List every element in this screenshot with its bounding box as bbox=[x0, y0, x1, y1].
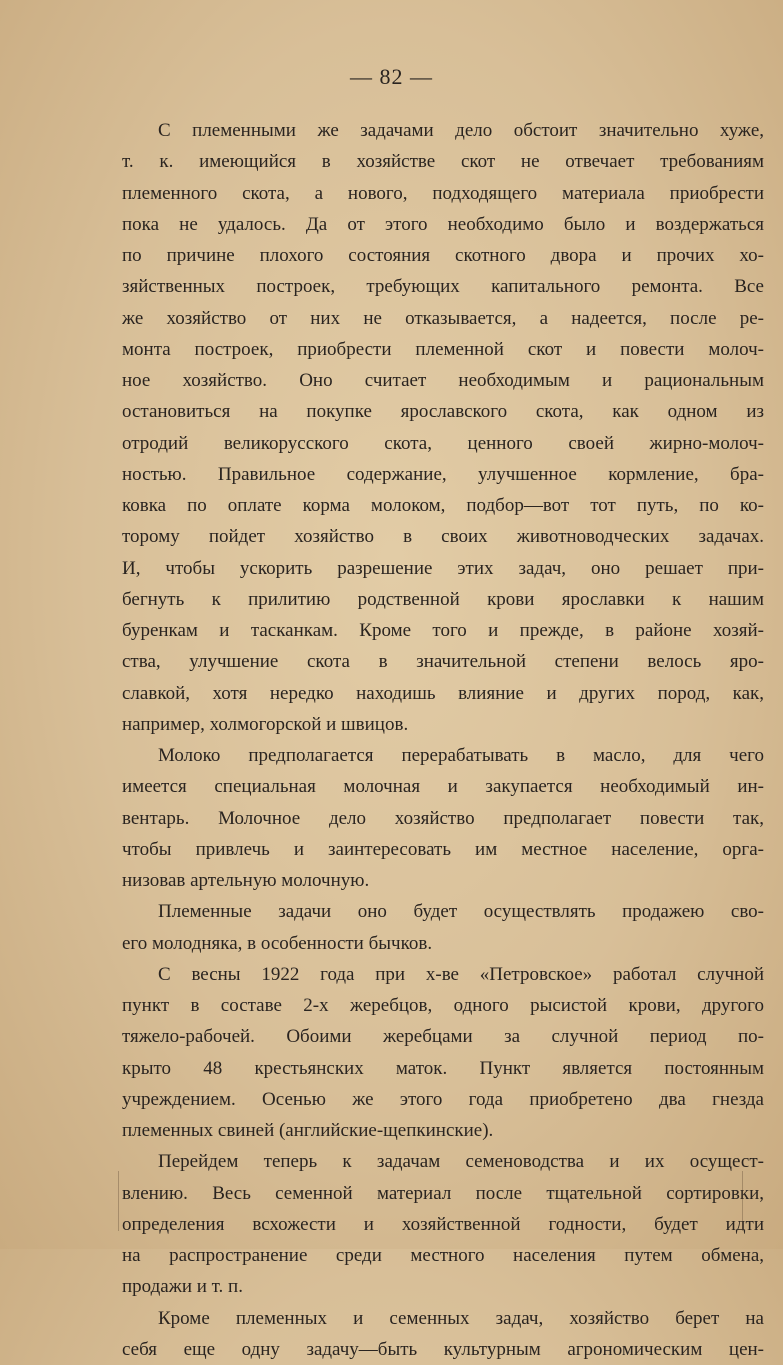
text-line: племенного скота, а нового, подходящего материала приобрести bbox=[122, 182, 764, 204]
text-line: влению. Весь семенной материал после тщательной сортировки, bbox=[122, 1182, 764, 1204]
text-line: торому пойдет хозяйство в своих животноводческих задачах. bbox=[122, 526, 764, 548]
page-edge-mark-right bbox=[742, 1171, 751, 1231]
text-line: пока не удалось. Да от этого необходимо было и воздержаться bbox=[122, 213, 764, 235]
text-line: определения всхожести и хозяйственной годности, будет идти bbox=[122, 1213, 764, 1235]
text-line: славкой, хотя нередко находишь влияние и других пород, как, bbox=[122, 682, 764, 704]
text-line: буренкам и тасканкам. Кроме того и прежде, в районе хозяй- bbox=[122, 620, 764, 641]
text-line: же хозяйство от них не отказывается, а надеется, после ре- bbox=[122, 307, 764, 329]
text-line: пункт в составе 2-х жеребцов, одного рысистой крови, другого bbox=[122, 995, 764, 1016]
page-edge-mark-left bbox=[118, 1171, 127, 1231]
text-line: низовав артельную молочную. bbox=[122, 870, 370, 891]
text-line: племенных свиней (английские-щепкинские). bbox=[122, 1120, 494, 1141]
text-line: зяйственных построек, требующих капитального ремонта. Все bbox=[122, 276, 764, 298]
text-line: бегнуть к прилитию родственной крови ярославки к нашим bbox=[122, 588, 764, 610]
text-line: Перейдем теперь к задачам семеноводства и их осущест- bbox=[158, 1151, 764, 1173]
text-line: монта построек, приобрести племенной скот и повести молоч- bbox=[122, 338, 764, 360]
text-line: его молодняка, в особенности бычков. bbox=[122, 932, 433, 954]
text-line: остановиться на покупке ярославского скота, как одном из bbox=[122, 401, 764, 423]
text-line: имеется специальная молочная и закупается необходимый ин- bbox=[122, 776, 764, 798]
text-line: вентарь. Молочное дело хозяйство предполагает повести так, bbox=[122, 807, 764, 829]
text-line: например, холмогорской и швицов. bbox=[122, 713, 409, 735]
text-line: И, чтобы ускорить разрешение этих задач, оно решает при- bbox=[122, 557, 764, 579]
text-line: крыто 48 крестьянских маток. Пункт является постоянным bbox=[122, 1057, 764, 1079]
text-line: С племенными же задачами дело обстоит значительно хуже, bbox=[158, 120, 764, 141]
text-line: С весны 1922 года при х-ве «Петровское» работал случной bbox=[158, 963, 764, 985]
body-text bbox=[122, 115, 764, 1365]
text-line: продажи и т. п. bbox=[122, 1276, 243, 1298]
text-line: ное хозяйство. Оно считает необходимым и рациональным bbox=[122, 370, 764, 391]
text-line: ковка по оплате корма молоком, подбор—вот тот путь, по ко- bbox=[122, 495, 764, 516]
text-line: т. к. имеющийся в хозяйстве скот не отвечает требованиям bbox=[122, 151, 764, 173]
text-line: Молоко предполагается перерабатывать в масло, для чего bbox=[158, 745, 764, 766]
text-line: Племенные задачи оно будет осуществлять продажею сво- bbox=[158, 901, 764, 923]
text-line: учреждением. Осенью же этого года приобретено два гнезда bbox=[122, 1088, 764, 1110]
text-line: отродий великорусского скота, ценного своей жирно-молоч- bbox=[122, 432, 764, 454]
page-number: — 82 — bbox=[350, 64, 433, 89]
text-line: по причине плохого состояния скотного двора и прочих хо- bbox=[122, 245, 764, 266]
text-line: Кроме племенных и семенных задач, хозяйство берет на bbox=[158, 1307, 764, 1329]
text-line: ностью. Правильное содержание, улучшенное кормление, бра- bbox=[122, 463, 764, 485]
text-line: чтобы привлечь и заинтересовать им местное население, орга- bbox=[122, 838, 764, 860]
text-line: тяжело-рабочей. Обоими жеребцами за случной период по- bbox=[122, 1026, 764, 1048]
text-line: на распространение среди местного населения путем обмена, bbox=[122, 1245, 764, 1266]
text-line: ства, улучшение скота в значительной степени велось яро- bbox=[122, 651, 764, 673]
text-line: себя еще одну задачу—быть культурным агрономическим цен- bbox=[122, 1338, 764, 1360]
